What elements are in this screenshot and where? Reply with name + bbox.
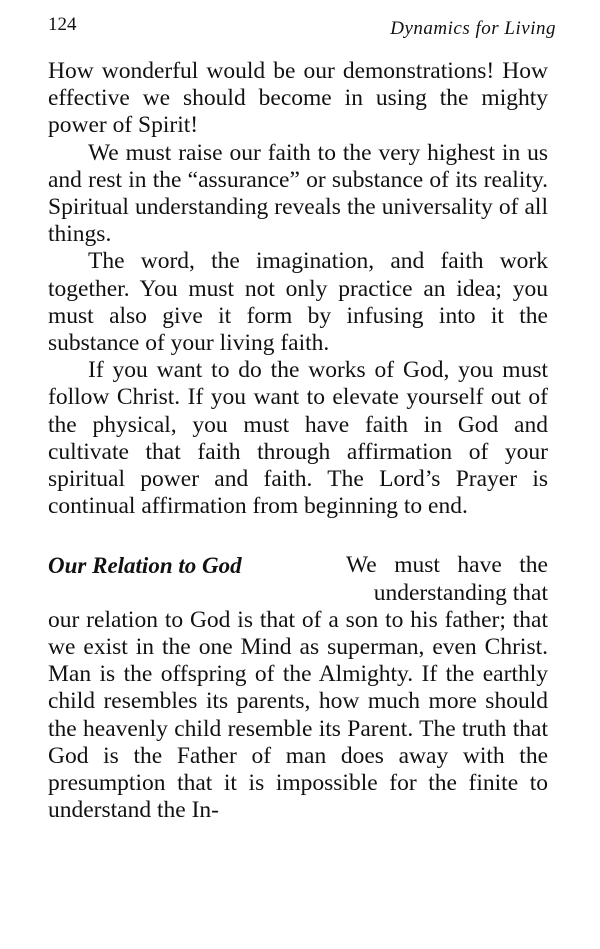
paragraph-2: We must raise our faith to the very highest in us and rest in the “assurance” or substance of its reality. Spiritual understanding reveals the universality of all things. xyxy=(48,139,548,248)
body-text xyxy=(48,58,548,824)
section-heading: Our Relation to God xyxy=(48,553,242,579)
section-lead-line-2: understanding that xyxy=(373,579,548,606)
section-lead-line-1: We must have the xyxy=(346,552,548,579)
page-number: 124 xyxy=(48,14,77,35)
section-head-line xyxy=(48,552,548,579)
paragraph-1: How wonderful would be our demonstrations! How effective we should become in using the mighty power of Spirit! xyxy=(48,58,548,139)
book-title: Dynamics for Living xyxy=(390,18,556,39)
paragraph-3: The word, the imagination, and faith work together. You must not only practice an idea; you must also give it form by infusing into it the substance of your living faith. xyxy=(48,248,548,357)
paragraph-4: If you want to do the works of God, you must follow Christ. If you want to elevate yourself out of the physical, you must have faith in God and cultivate that faith through affirmation of your spiritual power and faith. The Lord’s Prayer is continual affirmation from beginning to end. xyxy=(48,357,548,520)
running-head xyxy=(48,12,556,40)
section-body: our relation to God is that of a son to his father; that we exist in the one Mind as superman, even Christ. Man is the offspring of the Almighty. If the earthly child resembles its parents, how much more should the heavenly child resemble its Parent. The truth that God is the Father of man does away with the presumption that it is impossible for the finite to understand the In- xyxy=(48,606,548,824)
section-our-relation-to-god xyxy=(48,552,548,824)
